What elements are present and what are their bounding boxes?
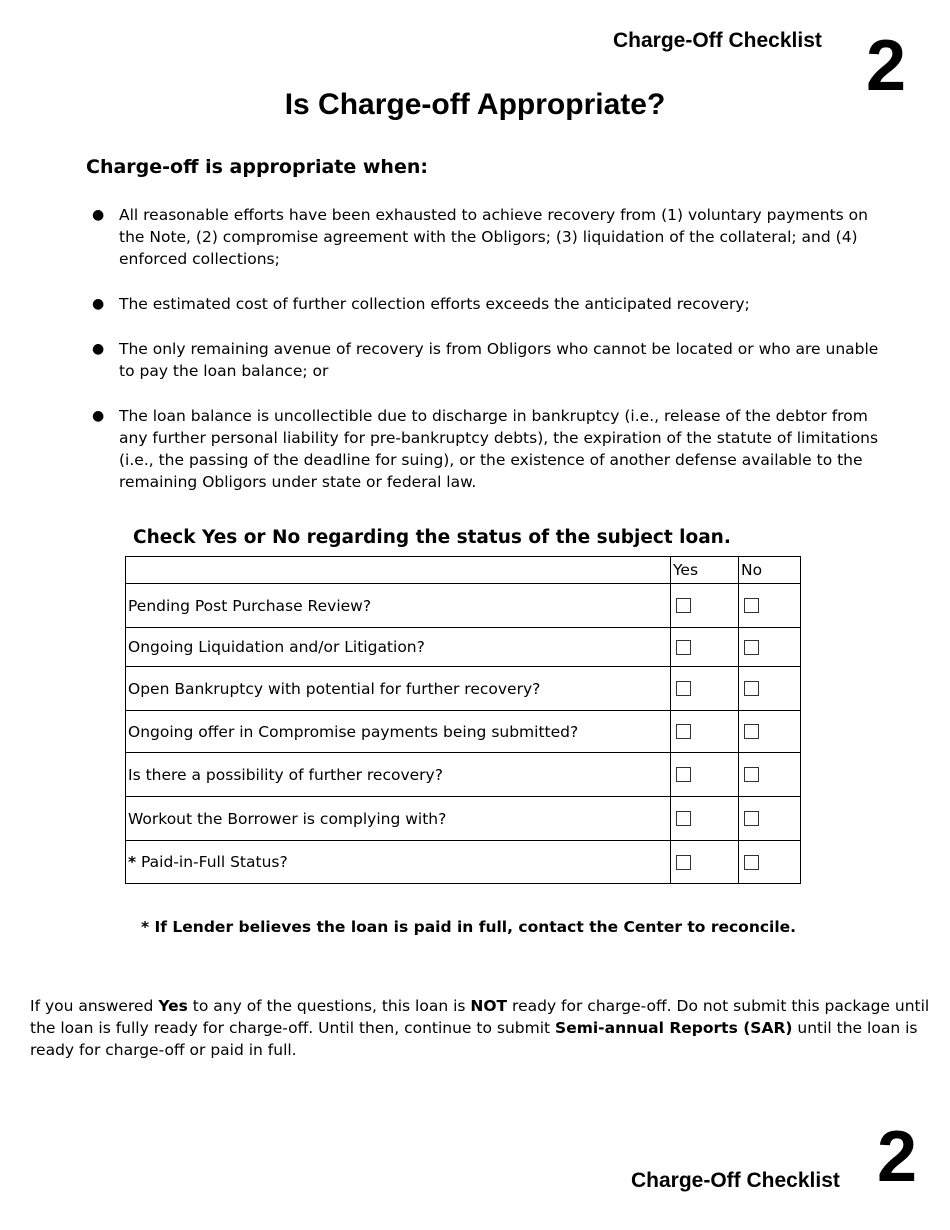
no-checkbox[interactable] — [744, 855, 759, 870]
footnote: * If Lender believes the loan is paid in full, contact the Center to reconcile. — [141, 918, 797, 936]
question-prefix: * — [128, 853, 137, 871]
list-item-text: The loan balance is uncollectible due to discharge in bankruptcy (i.e., release of the debtor from any further personal liability for pre-bankruptcy debts), the expiration of the statute of limitations (i.e., the passing of the deadline for suing), or the existence of another defense available to the remaining Obligors under state or federal law. — [119, 407, 879, 491]
bullet-icon: ● — [92, 408, 105, 424]
closing-sar: Semi-annual Reports (SAR) — [555, 1019, 793, 1037]
footer-section-number: 2 — [877, 1117, 918, 1197]
page-title: Is Charge-off Appropriate? — [284, 88, 666, 121]
question-cell — [126, 841, 671, 884]
table-row — [126, 667, 801, 711]
question-cell — [126, 667, 671, 711]
no-cell — [739, 841, 801, 884]
yes-cell — [671, 584, 739, 628]
table-header-row — [126, 557, 801, 584]
closing-not: NOT — [470, 997, 508, 1015]
list-item-text: The only remaining avenue of recovery is from Obligors who cannot be located or who are unable to pay the loan balance; or — [119, 340, 879, 380]
yes-checkbox[interactable] — [676, 640, 691, 655]
no-cell — [739, 584, 801, 628]
closing-text: to any of the questions, this loan is — [187, 997, 471, 1015]
yes-column-header: Yes — [671, 557, 739, 584]
no-cell — [739, 711, 801, 753]
yes-checkbox[interactable] — [676, 767, 691, 782]
question-cell — [126, 584, 671, 628]
status-table — [125, 556, 801, 884]
no-checkbox[interactable] — [744, 598, 759, 613]
no-checkbox[interactable] — [744, 811, 759, 826]
question-cell — [126, 628, 671, 667]
question-text: Open Bankruptcy with potential for further recovery? — [128, 679, 541, 698]
yes-checkbox[interactable] — [676, 598, 691, 613]
list-item-text: All reasonable efforts have been exhausted to achieve recovery from (1) voluntary payments on the Note, (2) compromise agreement with the Obligors; (3) liquidation of the collateral; and (4) enforced collections; — [119, 206, 868, 268]
no-checkbox[interactable] — [744, 640, 759, 655]
list-item — [92, 204, 892, 270]
no-column-header: No — [739, 557, 801, 584]
no-cell — [739, 797, 801, 841]
yes-checkbox[interactable] — [676, 681, 691, 696]
no-cell — [739, 667, 801, 711]
question-cell — [126, 711, 671, 753]
question-cell — [126, 753, 671, 797]
closing-text: ready for charge-off. Do not submit this package until the loan is fully ready for charge-off. Until then, continue to submit — [30, 997, 930, 1037]
no-cell — [739, 628, 801, 667]
yes-cell — [671, 628, 739, 667]
yes-cell — [671, 753, 739, 797]
bullet-icon: ● — [92, 296, 105, 312]
yes-checkbox[interactable] — [676, 724, 691, 739]
table-row — [126, 628, 801, 667]
question-text: Ongoing Liquidation and/or Litigation? — [128, 638, 425, 656]
table-row — [126, 841, 801, 884]
no-checkbox[interactable] — [744, 681, 759, 696]
no-cell — [739, 753, 801, 797]
yes-checkbox[interactable] — [676, 855, 691, 870]
list-item — [92, 338, 892, 382]
header-title: Charge-Off Checklist — [613, 29, 822, 52]
yes-cell — [671, 797, 739, 841]
no-checkbox[interactable] — [744, 767, 759, 782]
question-text: Pending Post Purchase Review? — [128, 596, 372, 615]
question-text: Ongoing offer in Compromise payments being submitted? — [128, 722, 579, 741]
check-heading: Check Yes or No regarding the status of the subject loan. — [133, 527, 731, 548]
no-checkbox[interactable] — [744, 724, 759, 739]
criteria-list — [92, 204, 892, 516]
yes-cell — [671, 711, 739, 753]
list-item-text: The estimated cost of further collection efforts exceeds the anticipated recovery; — [119, 295, 750, 313]
table-row — [126, 584, 801, 628]
yes-checkbox[interactable] — [676, 811, 691, 826]
closing-text: until the loan is ready for charge-off or paid in full. — [30, 1019, 918, 1059]
section-heading: Charge-off is appropriate when: — [86, 156, 428, 178]
table-row — [126, 711, 801, 753]
closing-text: If you answered — [30, 997, 159, 1015]
list-item — [92, 405, 892, 493]
table-row — [126, 753, 801, 797]
yes-cell — [671, 841, 739, 884]
question-cell — [126, 797, 671, 841]
bullet-icon: ● — [92, 207, 105, 223]
header-section-number: 2 — [866, 26, 907, 106]
question-text: Workout the Borrower is complying with? — [128, 809, 447, 828]
list-item — [92, 293, 892, 315]
closing-paragraph — [30, 995, 930, 1061]
footer-title: Charge-Off Checklist — [631, 1169, 840, 1192]
bullet-icon: ● — [92, 341, 105, 357]
question-text: Is there a possibility of further recovery? — [128, 765, 443, 784]
question-column-header — [126, 557, 671, 584]
closing-yes: Yes — [158, 997, 188, 1015]
question-text: Paid-in-Full Status? — [136, 853, 288, 871]
yes-cell — [671, 667, 739, 711]
table-row — [126, 797, 801, 841]
